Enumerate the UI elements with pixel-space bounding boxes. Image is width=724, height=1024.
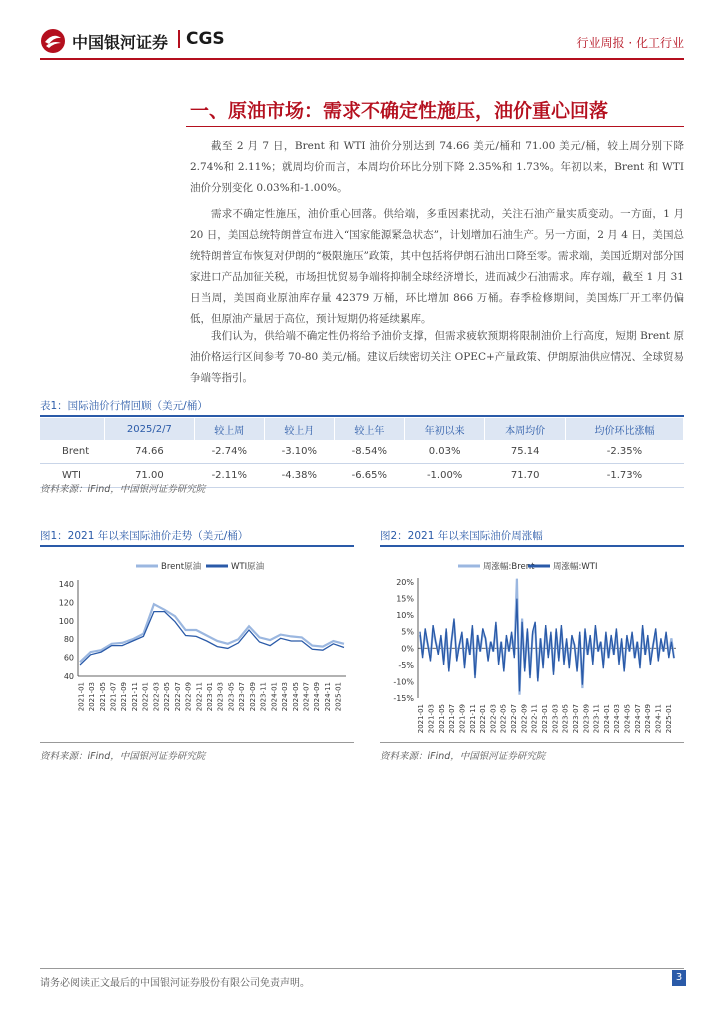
y-tick-label: -10% bbox=[393, 677, 414, 687]
x-tick-label: 2024-11 bbox=[654, 704, 663, 734]
x-tick-label: 2021-07 bbox=[109, 682, 118, 712]
x-tick-label: 2021-03 bbox=[427, 704, 436, 734]
footer-disclaimer: 请务必阅读正文最后的中国银河证券股份有限公司免责声明。 bbox=[40, 978, 310, 989]
x-tick-label: 2023-07 bbox=[571, 704, 580, 734]
legend-label: 周涨幅:Brent bbox=[483, 562, 535, 572]
y-tick-label: 120 bbox=[58, 598, 74, 608]
page-number: 3 bbox=[672, 970, 686, 986]
x-tick-label: 2023-11 bbox=[592, 704, 601, 734]
y-tick-label: 5% bbox=[401, 627, 414, 637]
table-header-cell: 较上周 bbox=[194, 418, 264, 440]
x-tick-label: 2021-01 bbox=[77, 682, 86, 712]
table-cell: WTI bbox=[40, 464, 105, 488]
y-tick-label: 10% bbox=[396, 611, 414, 621]
logo-english: CGS bbox=[186, 29, 225, 49]
table-cell: -2.74% bbox=[194, 440, 264, 464]
y-tick-label: 40 bbox=[63, 672, 74, 681]
x-tick-label: 2024-03 bbox=[281, 682, 290, 712]
table-cell: 71.70 bbox=[485, 464, 566, 488]
x-tick-label: 2022-03 bbox=[152, 682, 161, 712]
figure2-source: 资料来源：iFind，中国银河证券研究院 bbox=[380, 751, 546, 762]
weekly-change-chart bbox=[380, 548, 684, 742]
x-tick-label: 2022-01 bbox=[141, 682, 150, 712]
x-tick-label: 2022-09 bbox=[520, 704, 529, 734]
x-tick-label: 2021-11 bbox=[468, 704, 477, 734]
x-tick-label: 2024-03 bbox=[613, 704, 622, 734]
table-header-cell: 较上月 bbox=[264, 418, 334, 440]
legend-label: WTI原油 bbox=[231, 562, 265, 572]
x-tick-label: 2024-05 bbox=[623, 704, 632, 734]
x-tick-label: 2022-03 bbox=[489, 704, 498, 734]
x-tick-label: 2025-01 bbox=[334, 682, 343, 712]
section-title: 一、原油市场：需求不确定性施压，油价重心回落 bbox=[190, 100, 609, 122]
report-category: 行业周报 · 化工行业 bbox=[576, 36, 684, 50]
y-tick-label: 80 bbox=[63, 635, 74, 645]
table-cell: 75.14 bbox=[485, 440, 566, 464]
legend-label: 周涨幅:WTI bbox=[553, 562, 598, 572]
y-tick-label: 100 bbox=[58, 616, 74, 626]
x-tick-label: 2021-05 bbox=[98, 682, 107, 712]
table-cell: -1.00% bbox=[404, 464, 485, 488]
table-cell: Brent bbox=[40, 440, 105, 464]
footer-divider bbox=[40, 968, 684, 969]
figure1-source: 资料来源：iFind，中国银河证券研究院 bbox=[40, 751, 206, 762]
y-tick-label: 0% bbox=[401, 644, 414, 654]
x-tick-label: 2024-07 bbox=[302, 682, 311, 712]
x-tick-label: 2021-11 bbox=[130, 682, 139, 712]
figure1-top-rule bbox=[40, 545, 354, 547]
table-cell: -2.35% bbox=[565, 440, 683, 464]
x-tick-label: 2022-05 bbox=[163, 682, 172, 712]
y-tick-label: 140 bbox=[58, 580, 74, 589]
y-tick-label: 60 bbox=[63, 653, 74, 663]
table-title: 表1：国际油价行情回顾（美元/桶） bbox=[40, 400, 208, 412]
x-tick-label: 2024-01 bbox=[602, 704, 611, 734]
table-cell: -4.38% bbox=[264, 464, 334, 488]
table-header-row bbox=[40, 418, 684, 440]
x-tick-label: 2022-01 bbox=[479, 704, 488, 734]
y-tick-label: 20% bbox=[396, 578, 414, 587]
table-header-cell: 较上年 bbox=[334, 418, 404, 440]
table-header-cell: 均价环比涨幅 bbox=[565, 418, 683, 440]
x-tick-label: 2023-05 bbox=[561, 704, 570, 734]
table-cell: 0.03% bbox=[404, 440, 485, 464]
table-header-cell: 年初以来 bbox=[404, 418, 485, 440]
x-tick-label: 2024-09 bbox=[313, 682, 322, 712]
series-line-brent bbox=[80, 604, 344, 662]
x-tick-label: 2021-03 bbox=[88, 682, 97, 712]
x-tick-label: 2021-05 bbox=[437, 704, 446, 734]
oil-price-chart bbox=[40, 548, 354, 742]
x-tick-label: 2022-07 bbox=[173, 682, 182, 712]
table-cell: -1.73% bbox=[565, 464, 683, 488]
logo-divider bbox=[178, 30, 180, 48]
figure1-title: 图1：2021 年以来国际油价走势（美元/桶） bbox=[40, 530, 249, 542]
x-tick-label: 2023-09 bbox=[582, 704, 591, 734]
legend-label: Brent原油 bbox=[161, 562, 202, 572]
table-top-rule bbox=[40, 415, 684, 417]
paragraph-3: 我们认为，供给端不确定性仍将给予油价支撑，但需求疲软预期将限制油价上行高度，短期 Brent 原油价格运行区间参考 70-80 美元/桶。建议后续密切关注 OPEC+产量政策、伊朗原油供应情况、全球贸易争端等指引。 bbox=[190, 330, 684, 384]
page-header bbox=[0, 0, 724, 62]
table-row bbox=[40, 440, 684, 464]
x-tick-label: 2021-09 bbox=[120, 682, 129, 712]
logo-chinese: 中国银河证券 bbox=[72, 33, 169, 52]
x-tick-label: 2022-11 bbox=[195, 682, 204, 712]
oil-price-table bbox=[40, 418, 684, 488]
figure2-bottom-rule bbox=[380, 742, 684, 743]
paragraph-2: 需求不确定性施压，油价重心回落。供给端，多重因素扰动，关注石油产量实质变动。一方面，1 月 20 日，美国总统特朗普宣布进入“国家能源紧急状态”，计划增加石油生产。另一方面，2 月 4 日，美国总统特朗普宣布恢复对伊朗的“极限施压”政策，其中包括将伊朗石油出口降至零。需求端，美国近期对部分国家进口产品加征关税，市场担忧贸易争端将抑制全球经济增长，进而减少石油需求。库存端，截至 1 月 31 日当周，美国商业原油库存量 42379 万桶，环比增加 866 万桶。春季检修期间，美国炼厂开工率仍偏低，但原油产量居于高位，预计短期仍将延续累库。 bbox=[190, 208, 684, 325]
table-header-cell bbox=[40, 418, 105, 440]
figure1-bottom-rule bbox=[40, 742, 354, 743]
paragraph-1: 截至 2 月 7 日，Brent 和 WTI 油价分别达到 74.66 美元/桶和 71.00 美元/桶，较上周分别下降 2.74%和 2.11%；就周均价而言，本周均价环比分别下降 2.35%和 1.73%。年初以来，Brent 和 WTI 油价分别变化 0.03%和-1.00%。 bbox=[190, 140, 684, 194]
table-cell: -6.65% bbox=[334, 464, 404, 488]
x-tick-label: 2023-11 bbox=[259, 682, 268, 712]
x-tick-label: 2021-01 bbox=[417, 704, 426, 734]
table-cell: -3.10% bbox=[264, 440, 334, 464]
figure2-title: 图2：2021 年以来国际油价周涨幅 bbox=[380, 530, 543, 542]
table-source: 资料来源：iFind，中国银河证券研究院 bbox=[40, 484, 206, 495]
x-tick-label: 2024-05 bbox=[291, 682, 300, 712]
table-header-cell: 2025/2/7 bbox=[105, 418, 195, 440]
x-tick-label: 2023-05 bbox=[227, 682, 236, 712]
x-tick-label: 2022-09 bbox=[184, 682, 193, 712]
figure2-top-rule bbox=[380, 545, 684, 547]
table-cell: 71.00 bbox=[105, 464, 195, 488]
table-header-cell: 本周均价 bbox=[485, 418, 566, 440]
x-tick-label: 2023-03 bbox=[216, 682, 225, 712]
x-tick-label: 2023-01 bbox=[541, 704, 549, 734]
y-tick-label: 15% bbox=[396, 594, 414, 604]
x-tick-label: 2024-09 bbox=[644, 704, 653, 734]
x-tick-label: 2023-03 bbox=[551, 704, 560, 734]
x-tick-label: 2025-01 bbox=[664, 704, 673, 734]
section-title-rule bbox=[186, 126, 684, 127]
y-tick-label: -15% bbox=[393, 694, 414, 703]
x-tick-label: 2022-07 bbox=[510, 704, 519, 734]
x-tick-label: 2024-01 bbox=[270, 682, 279, 712]
x-tick-label: 2021-09 bbox=[458, 704, 467, 734]
x-tick-label: 2023-07 bbox=[238, 682, 247, 712]
table-cell: -2.11% bbox=[194, 464, 264, 488]
x-tick-label: 2021-07 bbox=[448, 704, 457, 734]
table-cell: -8.54% bbox=[334, 440, 404, 464]
header-divider bbox=[40, 58, 684, 60]
x-tick-label: 2022-11 bbox=[530, 704, 539, 734]
table-cell: 74.66 bbox=[105, 440, 195, 464]
x-tick-label: 2024-07 bbox=[633, 704, 642, 734]
cgs-logo-icon bbox=[40, 28, 66, 54]
x-tick-label: 2023-01 bbox=[206, 682, 214, 712]
y-tick-label: -5% bbox=[398, 660, 414, 670]
x-tick-label: 2024-11 bbox=[323, 682, 332, 712]
x-tick-label: 2022-05 bbox=[499, 704, 508, 734]
x-tick-label: 2023-09 bbox=[248, 682, 257, 712]
